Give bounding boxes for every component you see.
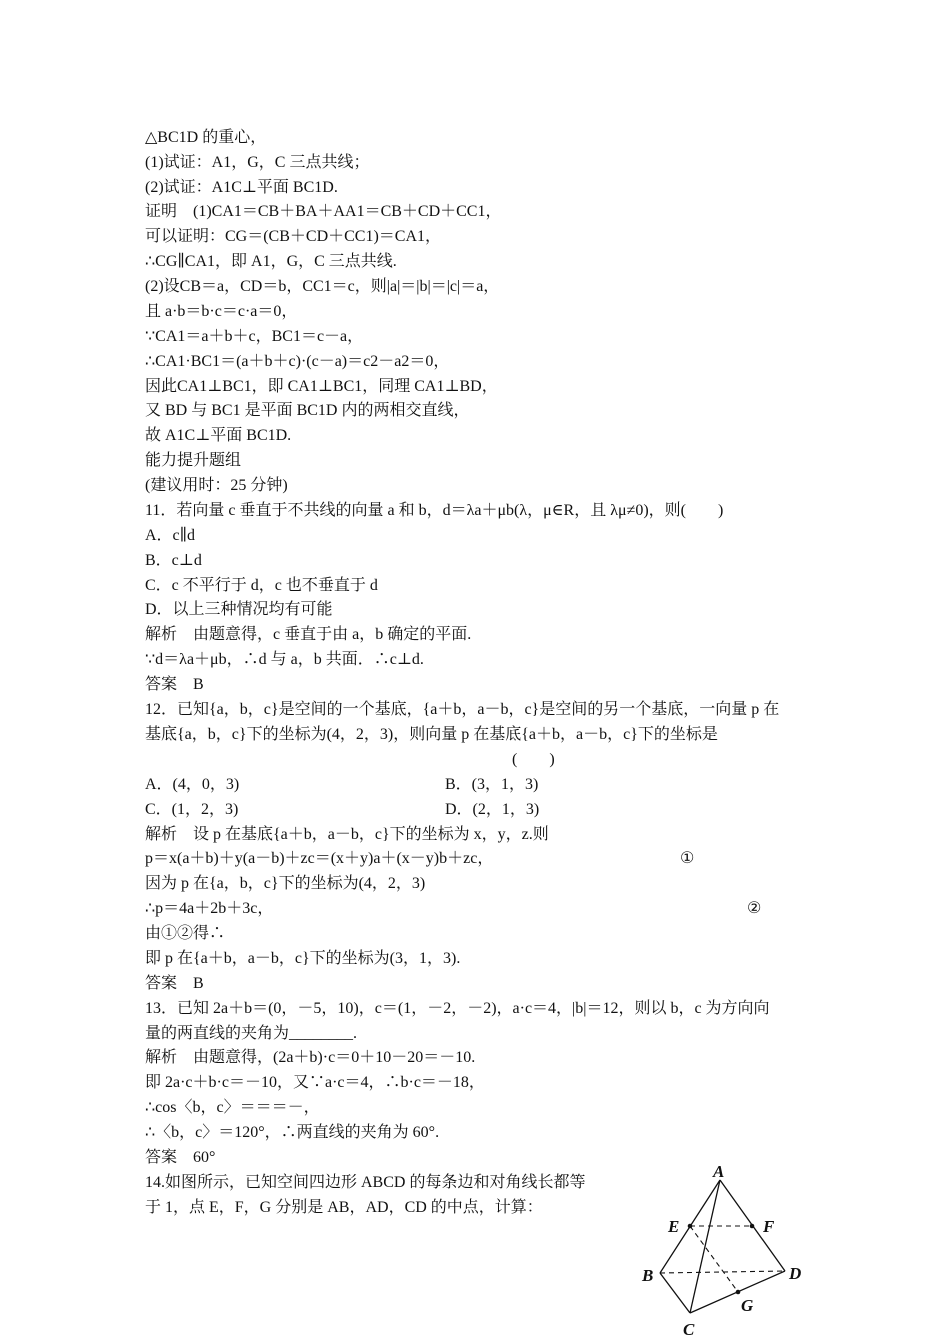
answer-text: 答案 60° <box>145 1149 216 1166</box>
analysis-text: ∴〈b，c〉＝120°，∴两直线的夹角为 60°. <box>145 1124 440 1141</box>
point-f <box>750 1224 755 1229</box>
point-g <box>736 1290 741 1295</box>
question-12: 12．已知{a，b，c}是空间的一个基底，{a＋b，a－b，c}是空间的另一个基底，一向量 p 在 <box>145 701 780 718</box>
text-line: (2)设CB＝a，CD＝b，CC1＝c，则|a|＝|b|＝|c|＝a， <box>145 278 500 295</box>
text-line: ∴CG∥CA1，即 A1，G，C 三点共线. <box>145 253 397 270</box>
question-11: 11．若向量 c 垂直于不共线的向量 a 和 b，d＝λa＋μb(λ，μ∈R，且 λμ≠0)，则( ) <box>145 502 724 519</box>
label-g: G <box>741 1296 754 1315</box>
answer-text: 答案 B <box>145 975 204 992</box>
option-a: A．(4，0，3) <box>145 776 240 793</box>
equation-line: p＝x(a＋b)＋y(a－b)＋zc＝(x＋y)a＋(x－y)b＋zc， <box>145 850 494 867</box>
analysis-text: 解析 设 p 在基底{a＋b，a－b，c}下的坐标为 x，y，z.则 <box>145 826 549 843</box>
option-a: A．c∥d <box>145 527 196 544</box>
question-12-cont: 基底{a，b，c}下的坐标为(4，2，3)，则向量 p 在基底{a＋b，a－b，c}下的坐标是 <box>145 726 718 743</box>
answer-text: 答案 B <box>145 676 204 693</box>
text-line: 故 A1C⊥平面 BC1D. <box>145 427 292 444</box>
equation-mark-1: ① <box>680 850 695 867</box>
option-c: C．c 不平行于 d，c 也不垂直于 d <box>145 577 378 594</box>
analysis-text: 因为 p 在{a，b，c}下的坐标为(4，2，3) <box>145 875 426 892</box>
text-line: 证明 (1)CA1＝CB＋BA＋AA1＝CB＋CD＋CC1， <box>145 203 502 220</box>
question-13-cont: 量的两直线的夹角为________. <box>145 1025 358 1042</box>
analysis-text: ∵d＝λa＋μb，∴d 与 a，b 共面．∴c⊥d. <box>145 651 424 668</box>
text-line: 又 BD 与 BC1 是平面 BC1D 内的两相交直线， <box>145 402 470 419</box>
text-line: (2)试证：A1C⊥平面 BC1D. <box>145 179 338 196</box>
analysis-text: 解析 由题意得，c 垂直于由 a，b 确定的平面. <box>145 626 472 643</box>
text-line: 可以证明：CG＝(CB＋CD＋CC1)＝CA1， <box>145 228 442 245</box>
label-f: F <box>763 1217 775 1236</box>
answer-bracket: ( ) <box>512 751 555 768</box>
label-b: B <box>642 1266 654 1285</box>
equation-mark-2: ② <box>747 900 762 917</box>
label-c: C <box>683 1320 695 1339</box>
analysis-text: 即 2a·c＋b·c＝－10，又∵a·c＝4，∴b·c＝－18， <box>145 1074 485 1091</box>
label-a: A <box>713 1165 725 1181</box>
label-d: D <box>789 1264 802 1283</box>
text-line: (1)试证：A1，G，C 三点共线； <box>145 154 370 171</box>
text-line: ∵CA1＝a＋b＋c，BC1＝c－a， <box>145 328 364 345</box>
option-b: B．(3，1，3) <box>445 776 539 793</box>
point-e <box>688 1224 693 1229</box>
question-14: 14.如图所示，已知空间四边形 ABCD 的每条边和对角线长都等 <box>145 1174 586 1191</box>
option-c: C．(1，2，3) <box>145 801 239 818</box>
analysis-text: 解析 由题意得，(2a＋b)·c＝0＋10－20＝－10. <box>145 1049 476 1066</box>
question-14-cont: 于 1，点 E，F，G 分别是 AB，AD，CD 的中点，计算： <box>145 1199 543 1216</box>
option-b: B．c⊥d <box>145 552 202 569</box>
label-e: E <box>668 1217 680 1236</box>
option-d: D．以上三种情况均有可能 <box>145 601 333 618</box>
text-line: △BC1D 的重心， <box>145 129 267 146</box>
edge-ac <box>690 1180 720 1313</box>
section-heading: 能力提升题组 <box>145 452 242 469</box>
text-line: 因此CA1⊥BC1，即 CA1⊥BC1，同理 CA1⊥BD， <box>145 378 498 395</box>
equation-line: ∴p＝4a＋2b＋3c， <box>145 900 274 917</box>
question-13: 13．已知 2a＋b＝(0，－5，10)，c＝(1，－2，－2)，a·c＝4，|b|＝12，则以 b，c 为方向向 <box>145 1000 770 1017</box>
analysis-text: 即 p 在{a＋b，a－b，c}下的坐标为(3，1，3). <box>145 950 461 967</box>
analysis-text: ∴cos〈b，c〉＝＝＝－， <box>145 1099 320 1116</box>
text-line: 且 a·b＝b·c＝c·a＝0， <box>145 303 298 320</box>
option-d: D．(2，1，3) <box>445 801 540 818</box>
tetrahedron-figure <box>630 1165 810 1340</box>
time-note: (建议用时：25 分钟) <box>145 477 288 494</box>
text-line: ∴CA1·BC1＝(a＋b＋c)·(c－a)＝c2－a2＝0， <box>145 353 450 370</box>
analysis-text: 由①②得∴ <box>145 925 226 942</box>
edge-bc <box>660 1273 690 1313</box>
